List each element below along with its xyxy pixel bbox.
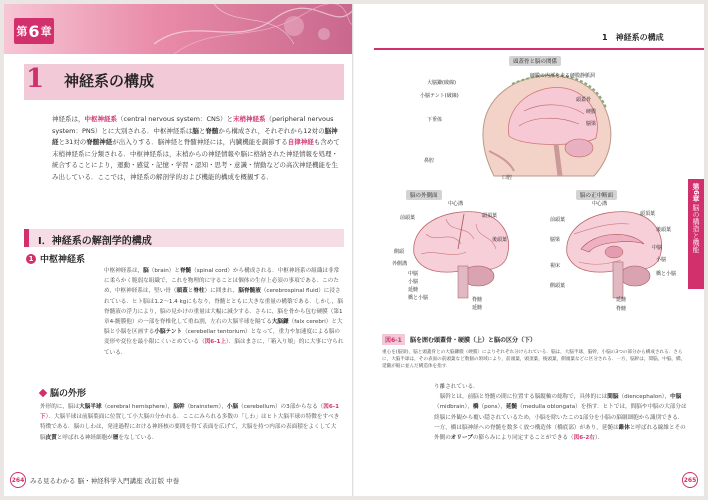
text-run: （medulla oblongata）を指す．ヒトでは，間脳や中脳の大部分は終脳に外観から覆い隠されているため，小脳を除いたこの1部分を小脳の脳網細胞から識別できる．一方，橋は脳神経への脊髄を数多く放つ構造体（橋底部）があり，延髄は (434, 404, 687, 431)
text-run: （central nervous system：CNS）と (117, 115, 233, 123)
chapter-tab (14, 18, 54, 44)
text-run: （pons）， (478, 404, 506, 411)
header-rule (374, 48, 704, 50)
text-run: 中枢神経系 (84, 115, 117, 123)
subsection-heading: Ⅰ．神経系の解剖学的構成 (38, 236, 152, 247)
text-run: 脳神経 (52, 126, 338, 146)
text-run: 脳 (143, 268, 149, 274)
brain-lateral-illustration (406, 204, 516, 304)
text-run: 脊柱 (193, 288, 205, 295)
text-run: （brain）と (148, 268, 180, 274)
text-run: 脳幹 (173, 404, 185, 410)
cns-heading (26, 252, 85, 265)
text-run: 大脳鎌 (271, 319, 289, 326)
fig-bl-anno-4: 側頭 (394, 249, 405, 255)
text-run: ）． (594, 435, 604, 442)
fig-bl-anno-10: 脊髄 (472, 297, 483, 303)
fig-br-anno-6: 小脳 (656, 257, 667, 263)
fig-br-anno-7: 視床 (550, 263, 561, 269)
left-page (4, 4, 354, 496)
chapter-suffix: 章 (40, 25, 52, 38)
text-run: 外形的に，脳は (40, 404, 80, 410)
fig-top-anno-6: 脳梁 (586, 121, 597, 127)
text-run: 延髄 (505, 404, 518, 411)
figure-top-label: 頭蓋骨と脳の関係 (509, 56, 561, 66)
fig-br-anno-0: 中心溝 (592, 201, 608, 207)
right-footer (682, 472, 698, 488)
chapter-number: 6 (28, 21, 40, 41)
text-run: 脳脊髄液 (238, 288, 261, 295)
text-run: と31対の (58, 138, 87, 146)
fig-top-anno-0: 大脳鎌(破線) (427, 80, 456, 86)
text-run: と (198, 126, 206, 135)
text-run: 間脳 (607, 394, 619, 401)
chapter-banner (4, 4, 354, 54)
head-sagittal-illustration (464, 66, 624, 181)
text-run: も含めて末梢神経系に分類される．中枢神経系は，末梢からの神経情報や脳に格納された神経情報を処理・統合することにより，運動・感覚・記憶・学習・認知・思考・意識・情動などの高次神経機能を生み出している．ここでは，神経系の解剖学的および機能的構成を概観する． (52, 138, 340, 181)
fig-bl-anno-0: 中心溝 (448, 201, 464, 207)
text-run: 中脳 (670, 394, 682, 401)
fig-top-anno-8: 口腔 (502, 175, 513, 181)
text-run: （cerebellum）の3部からなる（ (238, 404, 324, 410)
text-run: （falx cerebri）と大脳と小脳を区画する (104, 319, 343, 336)
text-run: 末梢神経系 (232, 115, 266, 123)
section-title: 神経系の構成 (64, 72, 155, 90)
page-number: 265 (682, 472, 698, 488)
text-run: 層 (112, 434, 119, 441)
text-run: ）に囲まれ， (204, 288, 239, 295)
brain-medial-illustration (559, 204, 672, 304)
cns-paragraph (104, 266, 344, 358)
fig-br-anno-9: 側頭葉 (550, 283, 566, 289)
text-run: （cerebral hemisphere）， (101, 404, 174, 410)
chapter-prefix: 第 (16, 25, 28, 38)
brain-shape-heading-label: 脳の外形 (50, 389, 87, 399)
text-run: オリーブ (450, 435, 473, 442)
fig-top-anno-4: 硬膜 (586, 109, 597, 115)
fig-br-anno-5: 中脳 (652, 245, 663, 251)
right-page (354, 4, 704, 496)
text-run: 小脳 (226, 404, 239, 410)
fig-bl-anno-1: 前頭葉 (400, 215, 416, 221)
brain-shape-heading (40, 386, 86, 399)
text-run: り離されている． (434, 384, 479, 390)
fig-bl-anno-6: 中脳 (408, 271, 419, 277)
fig-br-anno-2: 前頭葉 (550, 217, 566, 223)
text-run: （midbrain）， (434, 404, 473, 411)
fig-bl-anno-3: 後頭葉 (492, 237, 508, 243)
text-run: 皮質 (45, 434, 57, 441)
fig-br-anno-1: 頭頂葉 (640, 211, 656, 217)
fig-bl-anno-8: 延髄 (408, 287, 419, 293)
text-run: 脊髄 (179, 268, 192, 274)
chapter-side-tab (688, 179, 704, 289)
fig-bl-anno-7: 小脳 (408, 279, 419, 285)
fig-br-anno-8: 橋と小脳 (656, 271, 677, 277)
figure-caption (382, 327, 687, 370)
brain-shape-paragraph (40, 402, 340, 443)
text-run: 錐体 (618, 424, 630, 431)
text-run: 図6-1下 (40, 404, 339, 421)
text-run: 自律神経 (287, 138, 314, 146)
text-run: ）．大脳半球は前脳葉面に位置して小大脳の分かれる．ここにみられる多数の「しわ」はヒト大脳半球の特徴をすべき特徴である．脳のしわは，発達過程における神経核の要間を得て表面を広げて，大脳を持つ内部の表面積をよくして大脳 (40, 414, 340, 441)
fig-br-anno-3: 後頭葉 (656, 227, 672, 233)
fig-bl-anno-11: 延髄 (472, 305, 483, 311)
text-run: をなしている． (118, 434, 158, 441)
text-run: と呼ばれる線維とその外側の (434, 424, 686, 442)
intro-paragraph (52, 114, 342, 183)
text-run: （cerebellar tentorium）となって，重力や加速度による脳の変形や変位を最小限にくいとめている（ (104, 329, 341, 346)
text-run: （cerebrospinal fluid）に浸されている．ヒト脳は1.2〜1.4 kgにもなり，脊髄とともに大きな重量の構築である．しかし，脳脊髄液の浮力により，脳の見かけの重量は大幅に減少する．さらに，脳を骨から包む硬膜（第1章4-髄膜他）の一部を脊椎化して重ね割，左右の大脳半球を隔てる (104, 288, 343, 326)
text-run: と呼ばれる神経細胞が (56, 434, 113, 441)
side-tab-chapter: 第6章 (692, 183, 700, 202)
text-run: 小脳テント (154, 329, 183, 336)
text-run: 神経系は， (52, 115, 85, 123)
section-number: 1 (26, 64, 45, 94)
text-run: 脊髄神経 (86, 138, 113, 146)
text-run: が出入りする．脳神経と脊髄神経には，内臓機能を調節する (112, 138, 288, 146)
text-run: 橋 (472, 404, 479, 411)
neuron-decoration-icon (154, 4, 354, 54)
fig-top-anno-7: 鼻腔 (424, 158, 435, 164)
text-run: （brainstem）， (184, 404, 227, 410)
fig-br-anno-4: 脳梁 (550, 237, 561, 243)
figure-br-label: 脳の正中断面 (576, 190, 617, 200)
text-run: 脳幹とは，前脳と脊髄の間に位置する脳縦軸の総称で，具体的には (439, 394, 608, 401)
text-run: から構成され，それぞれから12対の (218, 126, 325, 135)
running-header: 1 神経系の構成 (602, 33, 664, 42)
side-tab-title: 脳の構造と機能 (692, 203, 700, 253)
text-run: （peripheral nervous system：PNS）とに大別される．中枢神経系は (52, 115, 334, 135)
figure-number-tag: 図6-1 (382, 334, 405, 345)
figure-caption-title: 脳を囲む頭蓋骨・硬膜（上）と脳の区分（下） (409, 337, 536, 344)
book-title: みる見るわかる 脳・神経科学入門講座 改訂版 中巻 (30, 476, 180, 485)
fig-bl-anno-5: 外側溝 (392, 261, 408, 267)
fig-top-anno-2: 小脳テント(破線) (420, 93, 459, 99)
fig-bl-anno-2: 頭頂葉 (482, 213, 498, 219)
text-run: 大脳半球 (79, 404, 102, 410)
fig-bl-anno-9: 橋と小脳 (408, 295, 429, 301)
text-run: 図6-2右 (573, 435, 595, 442)
text-run: 脊髄 (205, 126, 219, 135)
text-run: 脳 (192, 126, 199, 135)
fig-top-anno-5: 下垂体 (427, 117, 443, 123)
text-run: の膨らみにより同定することができる（ (472, 435, 574, 442)
text-run: と (187, 288, 194, 295)
fig-br-anno-11: 脊髄 (616, 306, 627, 312)
fig-br-anno-10: 延髄 (616, 297, 627, 303)
page-number: 264 (10, 472, 26, 488)
brainstem-paragraph (434, 382, 689, 443)
fig-top-anno-1: 硬膜の内部を走る硬膜静脈洞 (530, 73, 596, 79)
text-run: （spinal cord）から構成される．中枢神経系の組織は非常に柔らかく脆弱な組織で，これを物理的に守ることは個体の生存上必須の事項である．このため，中枢神経系は，堅い骨（ (104, 268, 340, 295)
figure-caption-body: 重心を(脳梁)，脳と頭蓋骨との大脳鎌膜（硬膜）によりそれぞれ分けられている．脳は，大脳半球，脳幹，小脳の3つの部分から構成される．さらに，大脳半球は，その表面の前頭葉など数個の領域により，前頭葉，頭頂葉，後頭葉，側頭葉などに区分される．一方，脳幹は，間脳，中脳，橋，延髄が縦に並んだ構造体を指す． (382, 350, 686, 369)
numbered-circle-icon: 1 (26, 254, 36, 264)
figure-bl-label: 脳の外側面 (406, 190, 442, 200)
left-footer (10, 472, 179, 488)
text-run: ）．脳はまさに，「箱入り娘」的に大事に守られている． (104, 339, 344, 356)
text-run: 頭蓋 (176, 288, 188, 295)
text-run: （diencephalon）， (618, 394, 671, 401)
diamond-bullet-icon (39, 388, 47, 396)
cns-heading-label: 中枢神経系 (40, 255, 86, 265)
text-run: 図6-1上 (204, 339, 226, 346)
fig-top-anno-3: 頭蓋骨 (576, 97, 592, 103)
text-run: 中枢神経系は， (104, 268, 144, 274)
